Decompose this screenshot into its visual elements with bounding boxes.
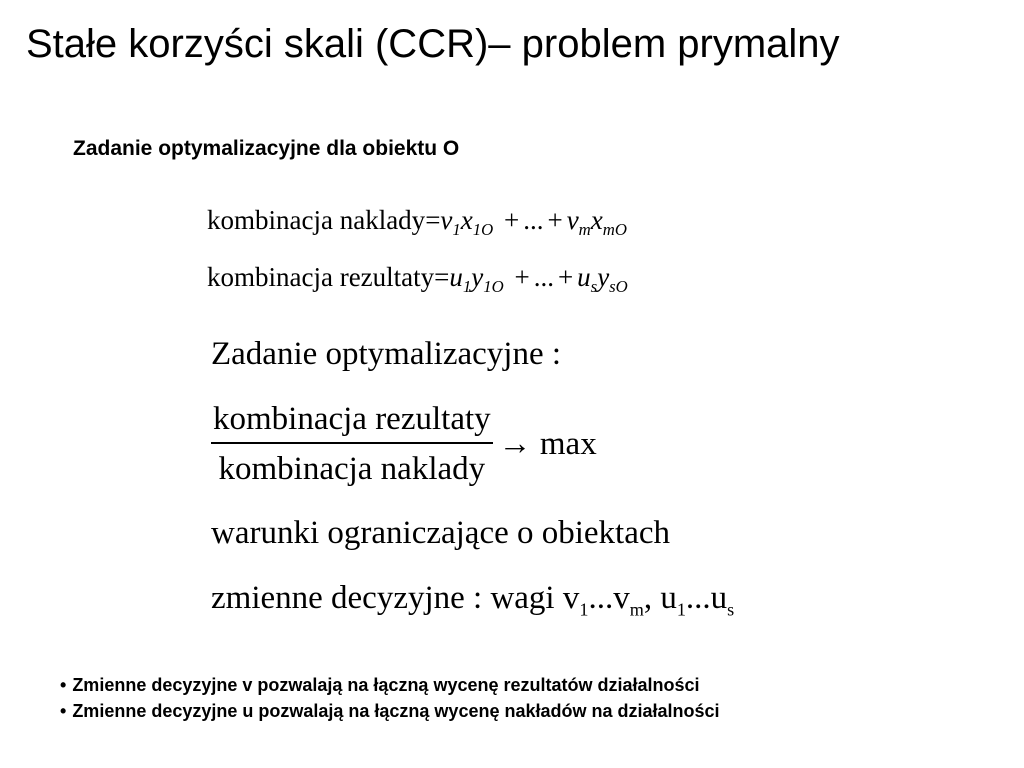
weight-vm: $v_m$	[566, 205, 591, 239]
ellipsis: ...	[685, 580, 711, 616]
objective-direction	[499, 426, 597, 463]
bullet-text: Zmienne decyzyjne v pozwalają na łączną wycenę rezultatów działalności	[72, 675, 700, 695]
bullet-item	[60, 672, 720, 698]
weight-u-last: $u_s$	[710, 580, 735, 620]
output-y1: $y_{1O}$	[471, 262, 504, 296]
section-heading: Zadanie optymalizacyjne dla obiektu O	[73, 137, 460, 160]
fraction-numerator: kombinacja rezultaty	[213, 401, 491, 437]
decision-variables	[211, 580, 735, 620]
ellipsis: ...	[523, 205, 544, 235]
weight-us: $u_s$	[577, 262, 598, 296]
fraction-denominator: kombinacja naklady	[218, 451, 486, 487]
inputs-equation	[207, 205, 627, 239]
weight-u1: $u_1$	[449, 262, 472, 296]
output-ys: $y_{sO}$	[597, 262, 628, 296]
plus-sign: +	[547, 205, 563, 235]
input-xm: $x_{mO}$	[590, 205, 627, 239]
plus-sign: +	[514, 262, 530, 292]
bullet-text: Zmienne decyzyjne u pozwalają na łączną wycenę nakładów na działalności	[72, 701, 720, 721]
input-x1: $x_{1O}$	[460, 205, 494, 239]
plus-sign: +	[503, 205, 520, 235]
objective-fraction	[211, 400, 597, 488]
decision-label: zmienne decyzyjne : wagi	[211, 580, 555, 616]
ellipsis: ...	[533, 262, 554, 292]
optimization-title: Zadanie optymalizacyjne :	[211, 336, 562, 372]
ellipsis: ...	[588, 580, 614, 616]
slide-title: Stałe korzyści skali (CCR)– problem prymalny	[26, 22, 840, 66]
bullet-dot-icon: •	[60, 701, 67, 721]
weight-v-first: $v_1$	[562, 580, 589, 620]
equals-sign: =	[425, 205, 441, 235]
comma: ,	[643, 580, 653, 616]
bullet-list	[60, 672, 720, 724]
bullet-dot-icon: •	[60, 675, 67, 695]
weight-v-last: $v_m$	[613, 580, 644, 620]
outputs-equation	[207, 262, 628, 296]
fraction	[211, 400, 493, 488]
inputs-label: kombinacja naklady	[207, 205, 426, 235]
weight-v1: $v_1$	[440, 205, 461, 239]
constraints-text: warunki ograniczające o obiektach	[211, 515, 671, 551]
equals-sign: =	[434, 262, 450, 292]
weight-u-first: $u_1$	[660, 580, 686, 620]
objective-max: max	[539, 425, 597, 462]
outputs-label: kombinacja rezultaty	[207, 262, 435, 292]
plus-sign: +	[557, 262, 574, 292]
bullet-item	[60, 698, 720, 724]
right-arrow-icon: →	[498, 425, 532, 462]
